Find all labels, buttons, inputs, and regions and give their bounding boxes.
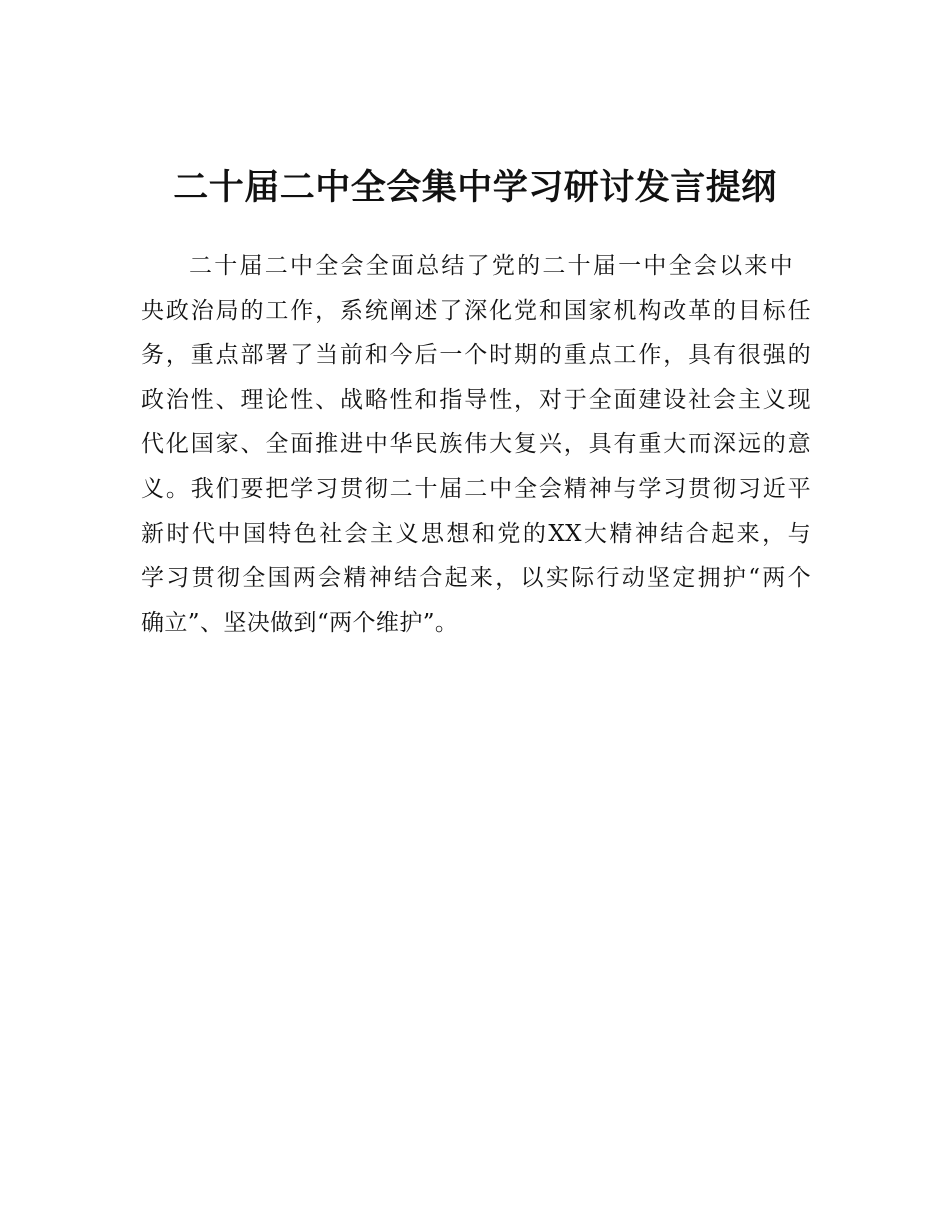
paragraph-line: 务，重点部署了当前和今后一个时期的重点工作，具有很强的: [141, 342, 811, 369]
paragraph-line: 义。我们要把学习贯彻二十届二中全会精神与学习贯彻习近平: [141, 475, 811, 502]
body-paragraph: [141, 244, 811, 645]
paragraph-line: 二十届二中全会全面总结了党的二十届一中全会以来中: [189, 253, 793, 279]
paragraph-line: 央政治局的工作，系统阐述了深化党和国家机构改革的目标任: [141, 297, 811, 324]
paragraph-line: 学习贯彻全国两会精神结合起来，以实际行动坚定拥护“两个: [141, 565, 811, 592]
paragraph-line: 政治性、理论性、战略性和指导性，对于全面建设社会主义现: [141, 386, 811, 413]
paragraph-line: 确立”、坚决做到“两个维护”。: [141, 609, 459, 636]
paragraph-line: 代化国家、全面推进中华民族伟大复兴，具有重大而深远的意: [141, 431, 811, 458]
paragraph-line: 新时代中国特色社会主义思想和党的XX大精神结合起来，与: [141, 520, 811, 547]
document-title: 二十届二中全会集中学习研讨发言提纲: [173, 167, 777, 208]
